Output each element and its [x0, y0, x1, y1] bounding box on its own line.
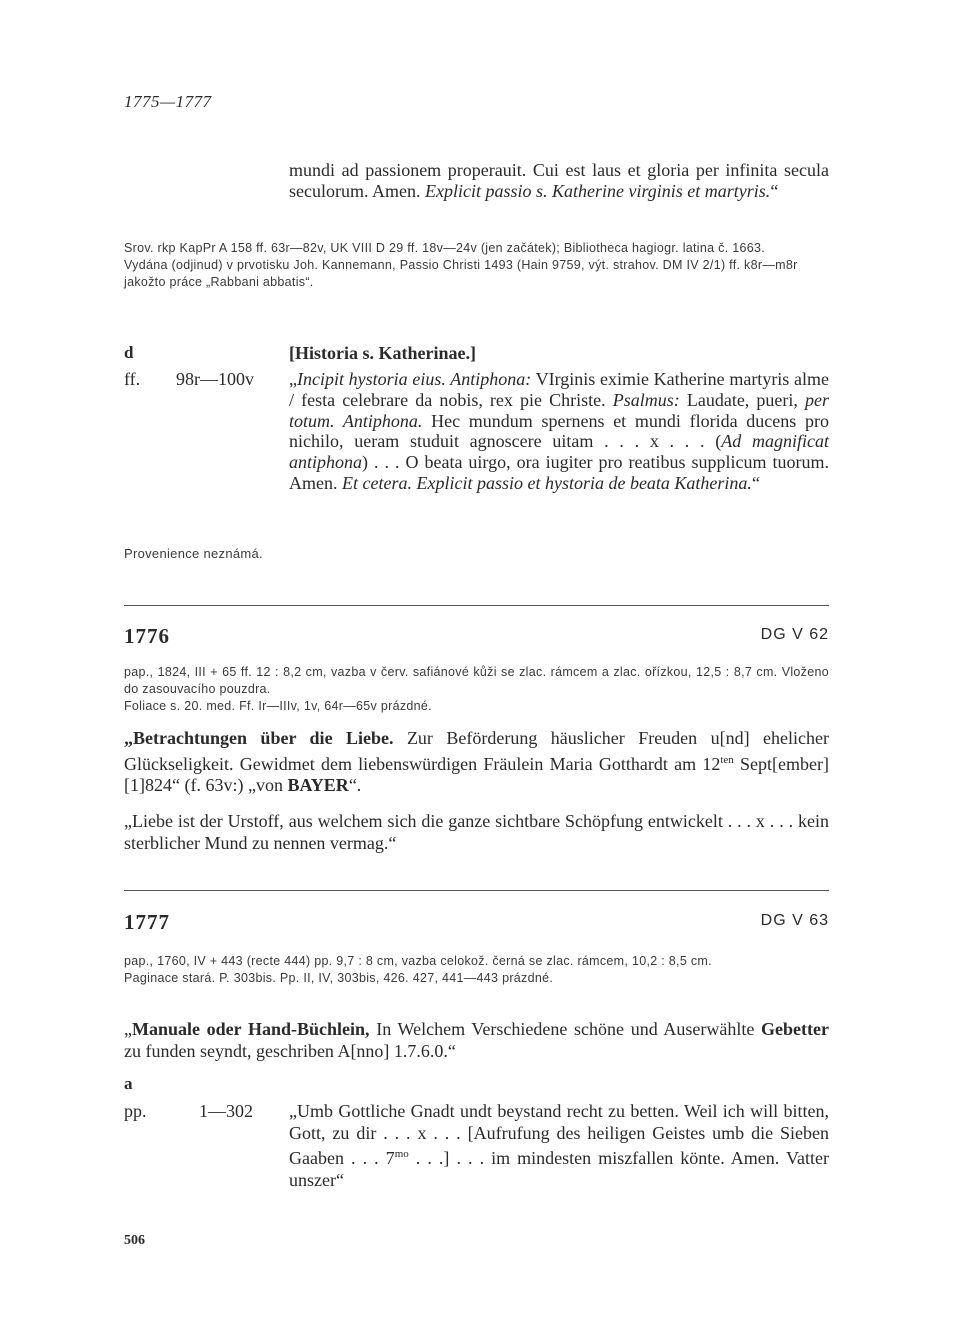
section-letter-d: d: [124, 343, 134, 362]
physical-description: pap., 1824, III + 65 ff. 12 : 8,2 cm, vazba v červ. safiánové kůži se zlac. rámcem a zlac. ořízkou, 12,5 : 8,7 cm. Vloženo do zasouvacího pouzdra.: [124, 665, 829, 696]
text-run: Betrachtungen über die Liebe.: [133, 728, 394, 748]
explicit-text: Explicit passio s. Katherine virginis et martyris.: [424, 181, 771, 201]
text-run: . . .] . . . im mindesten miszfallen könte. Amen. Vatter unszer“: [289, 1148, 829, 1190]
pagination-note: Paginace stará. P. 303bis. Pp. II, IV, 303bis, 426. 427, 441—443 prázdné.: [124, 971, 554, 985]
text-run: „: [124, 728, 133, 748]
text-run: Et cetera. Explicit passio et hystoria de beata Katherina.: [342, 472, 752, 493]
text-run: Manuale oder Hand-Büchlein,: [132, 1019, 370, 1039]
continuation-text: mundi ad passionem properauit. Cui est laus et gloria per infinita secula seculorum. Amen.: [289, 160, 829, 201]
text-run: mo: [394, 1148, 409, 1160]
note-comparison: Srov. rkp KapPr A 158 ff. 63r—82v, UK VIII D 29 ff. 18v—24v (jen začátek); Bibliotheca hagiogr. latina č. 1663.: [124, 241, 766, 255]
text-run: BAYER: [287, 775, 349, 795]
text-run: zu funden seyndt, geschriben A[nno] 1.7.6.0.“: [124, 1040, 456, 1061]
section-letter-a: a: [124, 1074, 133, 1093]
text-run: per totum. Antiphona.: [289, 389, 829, 431]
separator-rule-1776: [124, 605, 829, 606]
text-run: Incipit hystoria eius. Antiphona:: [297, 369, 532, 389]
folio-range: 98r—100v: [176, 369, 254, 389]
running-head: 1775—1777: [124, 92, 212, 111]
section-d-content: [289, 369, 829, 494]
entry-1777-title: [124, 1019, 829, 1062]
entry-1775-notes: [124, 240, 829, 291]
text-run: Psalmus:: [612, 389, 680, 410]
text-run: “.: [348, 775, 362, 795]
text-run: Laudate, pueri,: [679, 389, 805, 410]
closing-quote: “: [770, 181, 779, 201]
entry-1775-text-continuation: [289, 160, 829, 202]
text-run: In Welchem Verschiedene schöne und Auserwählte: [369, 1019, 762, 1039]
physical-description: pap., 1760, IV + 443 (recte 444) pp. 9,7 : 8 cm, vazba celokož. černá se zlac. rámcem, 10,2 : 8,5 cm.: [124, 954, 712, 968]
section-a-content: [289, 1101, 829, 1191]
pages-label: pp.: [124, 1101, 147, 1121]
section-d-heading: [Historia s. Katherinae.]: [289, 343, 476, 363]
text-run: „Umb Gottliche Gnadt undt beystand recht zu betten. Weil ich will bitten, Gott, zu dir . . . x . . . [Aufrufung des heiligen Geistes umb die Sieben Gaaben . . . 7: [289, 1101, 829, 1168]
text-run: Hec mundum spernens et mundi florida ducens pro nichilo, ueram studuit agnoscere uitam . . . x . . . (: [289, 410, 829, 452]
separator-rule-1777: [124, 890, 829, 891]
text-run: ) . . . O beata uirgo, ora iugiter pro reatibus supplicum tuorum. Amen.: [289, 452, 829, 493]
provenance-note: Provenience neznámá.: [124, 546, 263, 561]
text-run: Gebetter: [761, 1019, 829, 1039]
text-run: Zur Beförderung häuslicher Freuden u[nd] ehelicher Glückseligkeit. Gewidmet dem liebenswürdigen Fräulein Maria Gotthardt am 12: [124, 728, 829, 774]
entry-1776-description: [124, 664, 829, 715]
shelfmark-1777: DG V 63: [760, 912, 829, 929]
pages-range: 1—302: [199, 1101, 253, 1121]
shelfmark-1776: DG V 62: [760, 626, 829, 643]
text-run: „: [124, 1019, 132, 1039]
text-run: „: [289, 369, 297, 389]
text-run: “: [751, 472, 760, 493]
text-run: Ad magnificat antiphona: [289, 431, 829, 473]
entry-number-1777: 1777: [124, 910, 170, 934]
text-run: ten: [720, 753, 734, 766]
folio-label: ff.: [124, 369, 141, 389]
entry-1776-incipit: „Liebe ist der Urstoff, aus welchem sich die ganze sichtbare Schöpfung entwickelt . . . x . . . kein sterblicher Mund zu nennen vermag.“: [124, 811, 829, 853]
note-edition: Vydána (odjinud) v prvotisku Joh. Kannemann, Passio Christi 1493 (Hain 9759, výt. strahov. DM IV 2/1) ff. k8r—m8r jakožto práce „Rabbani abbatis“.: [124, 258, 798, 289]
text-run: VIrginis eximie Katherine martyris alme / festa celebrare da nobis, rex pie Christe.: [289, 369, 829, 410]
text-run: Sept[ember] [1]824“ (f. 63v:) „von: [124, 753, 829, 795]
entry-number-1776: 1776: [124, 624, 170, 648]
entry-1776-title: [124, 728, 829, 797]
foliation-note: Foliace s. 20. med. Ff. Ir—IIIv, 1v, 64r—65v prázdné.: [124, 699, 432, 713]
entry-1777-description: [124, 953, 829, 987]
page-number: 506: [124, 1233, 145, 1248]
